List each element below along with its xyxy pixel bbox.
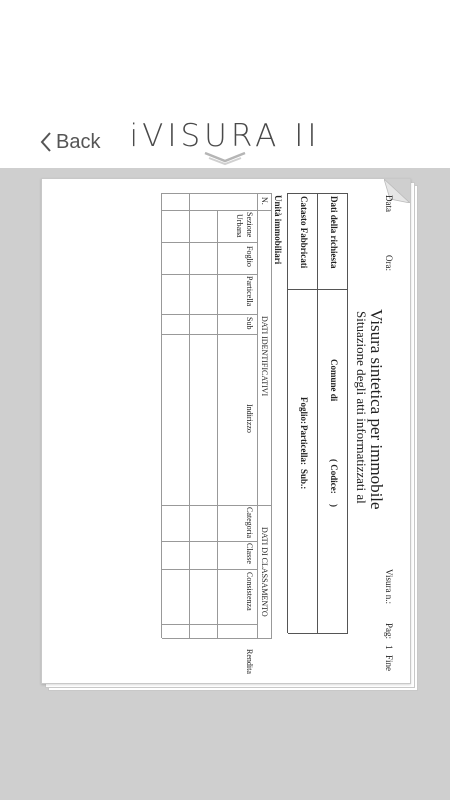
- n-header: N.: [260, 197, 269, 205]
- col-categoria: Categoria: [245, 507, 254, 539]
- codice-label: ( Codice:: [329, 459, 339, 494]
- col-indirizzo: Indirizzo: [245, 404, 254, 433]
- app-header: [0, 0, 450, 168]
- dati-classamento-header: DATI DI CLASSAMENTO: [260, 527, 269, 617]
- particella-label: Particella:: [299, 425, 309, 465]
- col-particella: Particella: [245, 276, 254, 307]
- catasto-label: Catasto Fabbricati: [299, 196, 309, 269]
- rotated-document: [42, 179, 410, 683]
- chevron-down-icon[interactable]: [203, 150, 247, 166]
- document-viewer[interactable]: [0, 168, 450, 800]
- document-page: [41, 178, 411, 684]
- ora-label: Ora:: [384, 255, 394, 271]
- visura-label: Visura n.:: [384, 569, 394, 604]
- page-number: 1: [384, 645, 394, 650]
- back-label: Back: [56, 130, 101, 153]
- foglio-label: Foglio:: [299, 397, 309, 424]
- comune-label: Comune di: [329, 359, 339, 402]
- document-title: Visura sintetica per immobile: [367, 309, 386, 510]
- data-label: Data: [384, 195, 394, 212]
- col-classe: Classe: [245, 543, 254, 564]
- col-sub: Sub: [245, 317, 254, 330]
- app-title: iVISURA II: [129, 118, 321, 154]
- col-sezione: Sezione: [245, 212, 254, 238]
- col-rendita: Rendita: [245, 649, 254, 674]
- codice-close: ): [329, 504, 339, 507]
- dati-identificativi-header: DATI IDENTIFICATIVI: [260, 316, 269, 397]
- col-consistenza: Consistenza: [245, 572, 254, 611]
- unita-label: Unità immobiliari: [273, 195, 283, 265]
- dati-richiesta-label: Dati della richiesta: [329, 196, 339, 269]
- sub-label: Sub.:: [299, 469, 309, 490]
- pag-label: Pag:: [384, 623, 394, 640]
- col-foglio: Foglio: [245, 246, 254, 267]
- document-subtitle: Situazione degli atti informatizzati al: [354, 311, 369, 504]
- col-urbana: Urbana: [235, 214, 244, 238]
- fine-label: Fine: [384, 655, 394, 672]
